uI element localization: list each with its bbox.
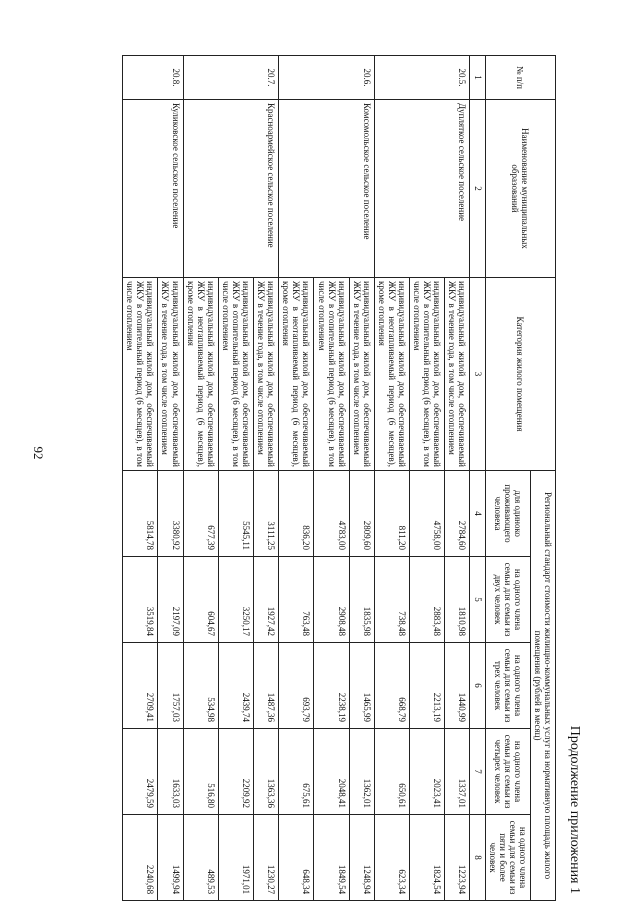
standard-value: 1363,36	[254, 729, 279, 815]
column-number-row	[470, 56, 485, 901]
standard-value: 1849,54	[314, 815, 349, 901]
header-category: Категория жилого помещения	[485, 278, 555, 471]
column-number: 3	[470, 278, 485, 471]
standard-value: 623,34	[374, 815, 409, 901]
column-number: 7	[470, 729, 485, 815]
standard-value: 2023,41	[410, 729, 445, 815]
standard-value: 4783,00	[314, 471, 349, 557]
standard-value: 534,98	[183, 643, 218, 729]
row-number: 20.5.	[374, 56, 470, 100]
housing-category: индивидуальный жилой дом, обеспечиваемый ЖКУ в течение года, в том числе отоплением	[445, 278, 470, 471]
municipality-name: Комсомольское сельское поселение	[279, 100, 375, 278]
column-number: 5	[470, 557, 485, 643]
standard-value: 763,48	[279, 557, 314, 643]
standard-value: 2784,60	[445, 471, 470, 557]
housing-category: индивидуальный жилой дом, обеспечиваемый ЖКУ в течение года, в том числе отоплением	[158, 278, 183, 471]
standard-value: 1835,98	[349, 557, 374, 643]
standard-value: 1810,98	[445, 557, 470, 643]
table-row	[158, 56, 183, 901]
standard-value: 489,53	[183, 815, 218, 901]
standard-value: 2238,19	[314, 643, 349, 729]
housing-category: индивидуальный жилой дом, обеспечиваемый ЖКУ в неотапливаемый период (6 месяцев), кроме отопления	[374, 278, 409, 471]
row-number: 20.7.	[183, 56, 279, 100]
housing-category: индивидуальный жилой дом, обеспечиваемый ЖКУ в неотапливаемый период (6 месяцев), кроме отопления	[279, 278, 314, 471]
standard-value: 1824,54	[410, 815, 445, 901]
table-row	[349, 56, 374, 901]
header-single: для одиноко проживающего человека	[485, 471, 530, 557]
standard-value: 1230,27	[254, 815, 279, 901]
column-number: 6	[470, 643, 485, 729]
standard-value: 1223,94	[445, 815, 470, 901]
standard-value: 2439,74	[218, 643, 253, 729]
standard-value: 3519,84	[123, 557, 158, 643]
standard-value: 1440,99	[445, 643, 470, 729]
standard-value: 2709,41	[123, 643, 158, 729]
standard-value: 2908,48	[314, 557, 349, 643]
housing-category: индивидуальный жилой дом, обеспечиваемый ЖКУ в отопительный период (6 месяцев), в том числе отоплением	[218, 278, 253, 471]
standard-value: 811,20	[374, 471, 409, 557]
standard-value: 668,79	[374, 643, 409, 729]
standard-value: 1465,99	[349, 643, 374, 729]
standard-value: 1971,01	[218, 815, 253, 901]
standard-value: 604,67	[183, 557, 218, 643]
standard-value: 648,34	[279, 815, 314, 901]
standard-value: 3250,17	[218, 557, 253, 643]
standard-value: 5814,78	[123, 471, 158, 557]
housing-category: индивидуальный жилой дом, обеспечиваемый ЖКУ в отопительный период (6 месяцев), в том числе отоплением	[123, 278, 158, 471]
standard-value: 4758,00	[410, 471, 445, 557]
rotated-page-content	[82, 55, 582, 900]
table-row	[254, 56, 279, 901]
table-body	[123, 56, 470, 901]
table-row	[445, 56, 470, 901]
standard-value: 2048,41	[314, 729, 349, 815]
row-number: 20.6.	[279, 56, 375, 100]
standard-value: 1927,42	[254, 557, 279, 643]
header-family-5: на одного члена семьи для семьи из пяти и более человек	[485, 815, 530, 901]
standard-value: 1337,01	[445, 729, 470, 815]
appendix-title: Продолжение приложения 1	[567, 725, 582, 894]
standard-value: 2809,60	[349, 471, 374, 557]
standard-value: 3111,25	[254, 471, 279, 557]
housing-category: индивидуальный жилой дом, обеспечиваемый ЖКУ в течение года, в том числе отоплением	[349, 278, 374, 471]
housing-category: индивидуальный жилой дом, обеспечиваемый ЖКУ в течение года, в том числе отоплением	[254, 278, 279, 471]
column-number: 8	[470, 815, 485, 901]
standards-table	[122, 55, 556, 901]
column-number: 4	[470, 471, 485, 557]
header-standard-group: Региональный стандарт стоимости жилищно-коммунальных услуг на нормативную площадь жилого помещения (рублей в месяц)	[530, 471, 555, 901]
standard-value: 693,79	[279, 643, 314, 729]
standard-value: 677,39	[183, 471, 218, 557]
header-family-3: на одного члена семьи для семьи из трех человек	[485, 643, 530, 729]
standard-value: 650,61	[374, 729, 409, 815]
header-num: № п/п	[485, 56, 555, 100]
standard-value: 1248,94	[349, 815, 374, 901]
standard-value: 1499,94	[158, 815, 183, 901]
standard-value: 3380,92	[158, 471, 183, 557]
header-family-4: на одного члена семьи для семьи из четырех человек	[485, 729, 530, 815]
header-municipality: Наименование муниципальных образований	[485, 100, 555, 278]
standard-value: 2213,19	[410, 643, 445, 729]
standard-value: 2197,09	[158, 557, 183, 643]
housing-category: индивидуальный жилой дом, обеспечиваемый ЖКУ в отопительный период (6 месяцев), в том числе отоплением	[410, 278, 445, 471]
standard-value: 5545,11	[218, 471, 253, 557]
standard-value: 1487,36	[254, 643, 279, 729]
housing-category: индивидуальный жилой дом, обеспечиваемый ЖКУ в неотапливаемый период (6 месяцев), кроме отопления	[183, 278, 218, 471]
standard-value: 2240,68	[123, 815, 158, 901]
column-number: 1	[470, 56, 485, 100]
municipality-name: Красноармейское сельское поселение	[183, 100, 279, 278]
header-family-2: на одного члена семьи для семьи из двух человек	[485, 557, 530, 643]
standard-value: 1757,03	[158, 643, 183, 729]
standard-value: 2479,59	[123, 729, 158, 815]
standard-value: 2209,92	[218, 729, 253, 815]
standard-value: 1362,01	[349, 729, 374, 815]
standard-value: 516,80	[183, 729, 218, 815]
municipality-name: Дупляткое сельское поселение	[374, 100, 470, 278]
standard-value: 738,48	[374, 557, 409, 643]
row-number: 20.8.	[123, 56, 183, 100]
standard-value: 2883,48	[410, 557, 445, 643]
standard-value: 1633,03	[158, 729, 183, 815]
standard-value: 675,61	[279, 729, 314, 815]
housing-category: индивидуальный жилой дом, обеспечиваемый ЖКУ в отопительный период (6 месяцев), в том числе отоплением	[314, 278, 349, 471]
standard-value: 836,20	[279, 471, 314, 557]
column-number: 2	[470, 100, 485, 278]
municipality-name: Куликовское сельское поселение	[123, 100, 183, 278]
page-number: 92	[31, 446, 46, 460]
